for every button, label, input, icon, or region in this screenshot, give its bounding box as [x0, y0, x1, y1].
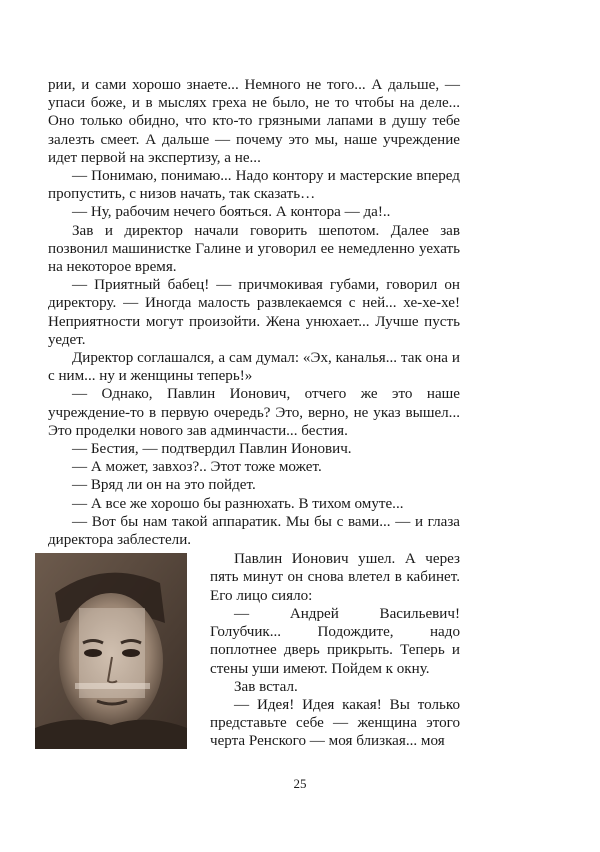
portrait-image: [35, 553, 187, 749]
paragraph: — Андрей Васильевич! Голубчик... Подождите, надо поплотнее дверь прикрыть. Теперь и стены уши имеют. Пойдем к окну.: [210, 605, 460, 677]
paragraph: — Вряд ли он на это пойдет.: [72, 477, 256, 494]
paragraph: — А может, завхоз?.. Этот тоже может.: [72, 459, 322, 476]
paragraph: Зав встал.: [234, 678, 298, 695]
paragraph: — Идея! Идея какая! Вы только представьте себе — женщина этого черта Ренского — моя близкая... моя: [210, 696, 460, 750]
paragraph: Директор соглашался, а сам думал: «Эх, каналья... так она и с ним... ну и женщины теперь!»: [48, 350, 460, 385]
paragraph: — А все же хорошо бы разнюхать. В тихом омуте...: [72, 495, 404, 512]
paragraph: — Понимаю, понимаю... Надо контору и мастерские вперед пропустить, с низов начать, так сказать…: [48, 168, 460, 203]
page-body: [48, 76, 460, 760]
portrait-photo: [35, 553, 187, 749]
paragraph: — Вот бы нам такой аппаратик. Мы бы с вами... — и глаза директора заблестели.: [48, 513, 460, 549]
figure-block: [48, 550, 460, 760]
paragraph: рии, и сами хорошо знаете... Немного не того... А дальше, — упаси боже, и в мыслях греха не было, не то чтобы на деле... Оно только обидно, что кто-то грязными лапами в душу тебе залезть смеет. А дальше — почему это мы, наше учреждение идет первой на экспертизу, а не...: [48, 77, 460, 166]
paragraph: — Ну, рабочим нечего бояться. А контора — да!..: [72, 204, 391, 221]
main-text: [48, 76, 460, 549]
paragraph: Зав и директор начали говорить шепотом. Далее зав позвонил машинистке Галине и уговорил ее немедленно уехать на некоторое время.: [48, 222, 460, 276]
paragraph: — Приятный бабец! — причмокивая губами, говорил он директору. — Иногда малость развлекаемся с ней... хе-хе-хе! Неприятности могут произойти. Жена унюхает... Лучше пусть уедет.: [48, 277, 460, 348]
paragraph: — Однако, Павлин Ионович, отчего же это наше учреждение-то в первую очередь? Это, верно, не указ вышел... Это проделки нового зав админчасти... бестия.: [48, 386, 460, 439]
side-text: [210, 550, 460, 750]
paragraph: Павлин Ионович ушел. А через пять минут он снова влетел в кабинет. Его лицо сияло:: [210, 551, 460, 604]
paragraph: — Бестия, — подтвердил Павлин Ионович.: [72, 441, 352, 458]
page-number: 25: [293, 776, 307, 791]
